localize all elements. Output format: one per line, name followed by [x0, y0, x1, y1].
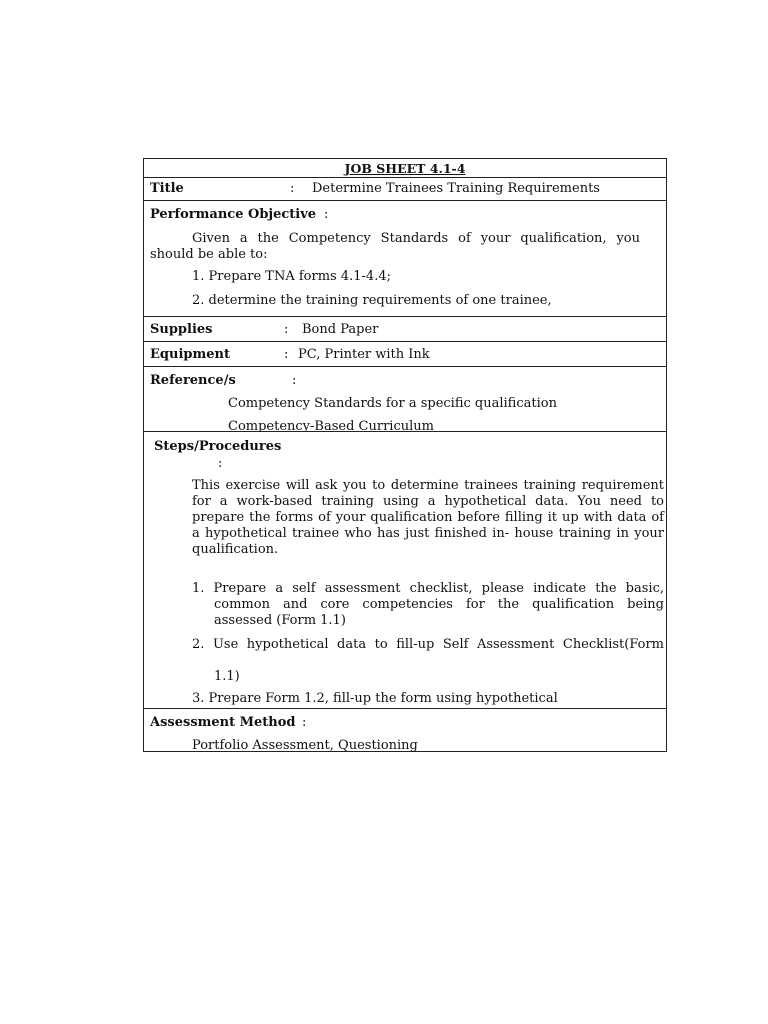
performance-objective-intro: Given a the Competency Standards of your qualification, you should be able to:: [150, 231, 640, 262]
supplies-row: [144, 316, 666, 342]
steps-label: Steps/Procedures: [154, 439, 282, 454]
job-sheet-heading: JOB SHEET 4.1-4: [344, 161, 466, 176]
supplies-colon: :: [284, 322, 289, 337]
assessment-section: [144, 708, 666, 752]
objective-item-2: 2. determine the training requirements of one trainee,: [192, 293, 552, 308]
reference-item-2: Competency-Based Curriculum: [228, 419, 434, 432]
step-2-line-2: 1.1): [214, 669, 240, 684]
title-colon: :: [290, 181, 295, 196]
performance-objective-section: [144, 200, 666, 316]
supplies-label: Supplies: [150, 322, 213, 337]
references-colon: :: [292, 373, 297, 388]
equipment-colon: :: [284, 347, 289, 362]
step-1: 1. Prepare a self assessment checklist, please indicate the basic, common and core competencies for the qualification being assessed (Form 1.1): [192, 581, 664, 628]
supplies-value: Bond Paper: [302, 322, 379, 337]
job-sheet: [143, 158, 667, 752]
objective-item-1: 1. Prepare TNA forms 4.1-4.4;: [192, 269, 391, 284]
performance-objective-label: Performance Objective: [150, 207, 317, 222]
equipment-value: PC, Printer with Ink: [298, 347, 430, 362]
assessment-label: Assessment Method: [150, 715, 296, 730]
assessment-colon: :: [302, 715, 307, 730]
steps-intro: This exercise will ask you to determine trainees training requirement for a work-based training using a hypothetical data. You need to prepare the forms of your qualification before filling it up with data of a hypothetical trainee who has just finished in- house training in your qualification.: [192, 478, 664, 557]
title-row: [144, 177, 666, 201]
equipment-label: Equipment: [150, 347, 230, 362]
steps-section: [144, 431, 666, 709]
title-label: Title: [150, 181, 184, 196]
references-section: [144, 366, 666, 432]
performance-objective-colon: :: [324, 207, 329, 222]
title-value: Determine Trainees Training Requirements: [312, 181, 600, 196]
steps-colon: :: [218, 456, 223, 471]
equipment-row: [144, 341, 666, 367]
references-label: Reference/s: [150, 373, 236, 388]
step-3: 3. Prepare Form 1.2, fill-up the form using hypothetical: [192, 691, 558, 706]
assessment-value: Portfolio Assessment, Questioning: [192, 738, 418, 752]
step-2-line-1: 2. Use hypothetical data to fill-up Self Assessment Checklist(Form: [192, 637, 664, 652]
reference-item-1: Competency Standards for a specific qualification: [228, 396, 557, 411]
